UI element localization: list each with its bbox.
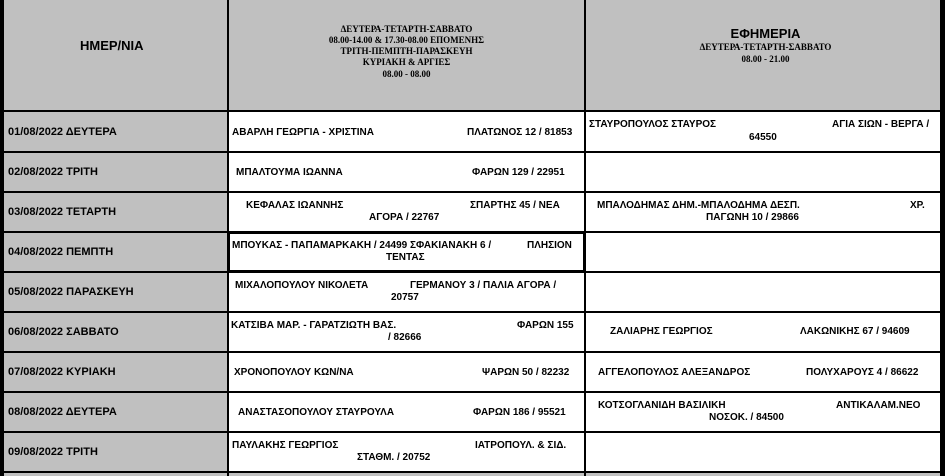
column-divider bbox=[940, 0, 945, 476]
row-divider bbox=[0, 351, 945, 353]
row-divider bbox=[0, 271, 945, 273]
row-divider bbox=[0, 391, 945, 393]
header-duty-title: ΕΦΗΜΕΡΙΑ bbox=[730, 26, 801, 41]
pharmacy-name: ΠΑΥΛΑΚΗΣ ΓΕΩΡΓΙΟΣ bbox=[232, 440, 339, 451]
duty-address: ΧΡ. bbox=[910, 200, 925, 211]
row-date-text: 06/08/2022 ΣΑΒΒΑΤΟ bbox=[8, 326, 119, 338]
header-duty-line1: ΔΕΥΤΕΡΑ-ΤΕΤΑΡΤΗ-ΣΑΒΒΑΤΟ bbox=[699, 42, 832, 52]
row-divider bbox=[0, 191, 945, 193]
pharmacy-address: ΓΕΡΜΑΝΟΥ 3 / ΠΑΛΙΑ ΑΓΟΡΑ / bbox=[410, 280, 557, 291]
pharmacy-address: ΠΛΗΣΙΟΝ bbox=[527, 240, 572, 251]
row-divider bbox=[0, 431, 945, 433]
row-date-text: 05/08/2022 ΠΑΡΑΣΚΕΥΗ bbox=[8, 286, 134, 298]
header-date-label: ΗΜΕΡ/ΝΙΑ bbox=[80, 38, 144, 53]
row-date-text: 01/08/2022 ΔΕΥΤΕΡΑ bbox=[8, 125, 117, 138]
row-date-text: 09/08/2022 ΤΡΙΤΗ bbox=[8, 446, 98, 458]
duty-address: ΑΝΤΙΚΑΛΑΜ.ΝΕΟ bbox=[836, 400, 921, 411]
row-date-text: 07/08/2022 ΚΥΡΙΑΚΗ bbox=[8, 366, 116, 378]
pharmacy-address-cont: / 82666 bbox=[388, 332, 422, 343]
duty-name: ΣΤΑΥΡΟΠΟΥΛΟΣ ΣΤΑΥΡΟΣ bbox=[589, 119, 717, 130]
row-date bbox=[0, 193, 227, 231]
header-schedule-line4: ΚΥΡΙΑΚΗ & ΑΡΓΙΕΣ bbox=[362, 57, 451, 67]
pharmacy-name: ΚΑΤΣΙΒΑ ΜΑΡ. - ΓΑΡΑΤΖΙΩΤΗ ΒΑΣ. bbox=[231, 320, 397, 331]
duty-address: ΑΓΙΑ ΣΙΩΝ - ΒΕΡΓΑ / bbox=[832, 119, 930, 130]
pharmacy-address-cont: ΤΕΝΤΑΣ bbox=[386, 252, 425, 263]
duty-name: ΑΓΓΕΛΟΠΟΥΛΟΣ ΑΛΕΞΑΝΔΡΟΣ bbox=[598, 367, 751, 378]
row-date bbox=[0, 153, 227, 191]
pharmacy-address-cont: ΣΤΑΘΜ. / 20752 bbox=[357, 452, 431, 463]
duty-name: ΜΠΑΛΟΔΗΜΑΣ ΔΗΜ.-ΜΠΑΛΟΔΗΜΑ ΔΕΣΠ. bbox=[597, 200, 800, 211]
row-date bbox=[0, 393, 227, 431]
duty-address: ΛΑΚΩΝΙΚΗΣ 67 / 94609 bbox=[800, 326, 910, 337]
duty-address-cont: 64550 bbox=[749, 132, 777, 143]
pharmacy-address: ΠΛΑΤΩΝΟΣ 12 / 81853 bbox=[467, 127, 573, 138]
row-divider bbox=[0, 311, 945, 313]
pharmacy-name: ΑΝΑΣΤΑΣΟΠΟΥΛΟΥ ΣΤΑΥΡΟΥΛΑ bbox=[238, 407, 395, 418]
header-schedule-line2: 08.00-14.00 & 17.30-08.00 ΕΠΟΜΕΝΗΣ bbox=[328, 35, 485, 45]
duty-cell bbox=[586, 153, 940, 191]
duty-address-cont: ΠΑΓΩΝΗ 10 / 29866 bbox=[706, 212, 799, 223]
duty-cell bbox=[586, 433, 940, 471]
pharmacy-name: ΑΒΑΡΛΗ ΓΕΩΡΓΙΑ - ΧΡΙΣΤΙΝΑ bbox=[232, 127, 374, 138]
header-duty-line2: 08.00 - 21.00 bbox=[741, 54, 790, 64]
pharmacy-address: ΦΑΡΩΝ 186 / 95521 bbox=[473, 407, 566, 418]
row-date-text: 04/08/2022 ΠΕΜΠΤΗ bbox=[8, 246, 114, 258]
row-divider bbox=[0, 231, 945, 233]
header-schedule-line1: ΔΕΥΤΕΡΑ-ΤΕΤΑΡΤΗ-ΣΑΒΒΑΤΟ bbox=[340, 24, 473, 34]
row-divider bbox=[0, 151, 945, 153]
pharmacy-name: ΧΡΟΝΟΠΟΥΛΟΥ ΚΩΝ/ΝΑ bbox=[234, 367, 354, 378]
duty-address-cont: ΝΟΣΟΚ. / 84500 bbox=[709, 412, 784, 423]
row-divider bbox=[0, 110, 945, 112]
header-schedule-line5: 08.00 - 08.00 bbox=[382, 69, 431, 79]
row-date bbox=[0, 273, 227, 311]
row-date bbox=[0, 353, 227, 391]
row-date-text: 02/08/2022 ΤΡΙΤΗ bbox=[8, 166, 98, 178]
header-duty-cell bbox=[586, 0, 945, 111]
header-schedule-cell bbox=[229, 0, 584, 111]
pharmacy-address: ΙΑΤΡΟΠΟΥΛ. & ΣΙΔ. bbox=[475, 440, 567, 451]
pharmacy-address-cont: 20757 bbox=[391, 292, 419, 303]
pharmacy-address: ΣΠΑΡΤΗΣ 45 / ΝΕΑ bbox=[470, 200, 560, 211]
duty-cell bbox=[586, 233, 940, 271]
pharmacy-address: ΦΑΡΩΝ 129 / 22951 bbox=[472, 167, 565, 178]
duty-name: ΖΑΛΙΑΡΗΣ ΓΕΩΡΓΙΟΣ bbox=[610, 326, 713, 337]
row-date-text: 03/08/2022 ΤΕΤΑΡΤΗ bbox=[8, 206, 117, 218]
row-date bbox=[0, 233, 227, 271]
pharmacy-name: ΜΠΑΛΤΟΥΜΑ ΙΩΑΝΝΑ bbox=[236, 167, 343, 178]
pharmacy-address: ΨΑΡΩΝ 50 / 82232 bbox=[482, 367, 570, 378]
row-date-text: 08/08/2022 ΔΕΥΤΕΡΑ bbox=[8, 406, 117, 418]
pharmacy-name: ΜΙΧΑΛΟΠΟΥΛΟΥ ΝΙΚΟΛΕΤΑ bbox=[235, 280, 369, 291]
row-date bbox=[0, 112, 227, 151]
header-schedule-line3: ΤΡΙΤΗ-ΠΕΜΠΤΗ-ΠΑΡΑΣΚΕΥΗ bbox=[340, 46, 473, 56]
pharmacy-address: ΦΑΡΩΝ 155 bbox=[517, 320, 574, 331]
column-divider bbox=[227, 0, 229, 476]
header-date-cell bbox=[0, 0, 227, 111]
pharmacy-name: ΜΠΟΥΚΑΣ - ΠΑΠΑΜΑΡΚΑΚΗ / 24499 ΣΦΑΚΙΑΝΑΚΗ 6 / bbox=[232, 240, 492, 251]
column-divider bbox=[0, 0, 4, 476]
duty-cell bbox=[586, 273, 940, 311]
row-date bbox=[0, 313, 227, 351]
column-divider bbox=[584, 0, 586, 476]
row-divider bbox=[0, 471, 945, 473]
duty-address: ΠΟΛΥΧΑΡΟΥΣ 4 / 86622 bbox=[806, 367, 919, 378]
pharmacy-address-cont: ΑΓΟΡΑ / 22767 bbox=[369, 212, 440, 223]
pharmacy-name: ΚΕΦΑΛΑΣ ΙΩΑΝΝΗΣ bbox=[246, 200, 344, 211]
row-date bbox=[0, 433, 227, 471]
duty-name: ΚΟΤΣΟΓΛΑΝΙΔΗ ΒΑΣΙΛΙΚΗ bbox=[598, 400, 726, 411]
